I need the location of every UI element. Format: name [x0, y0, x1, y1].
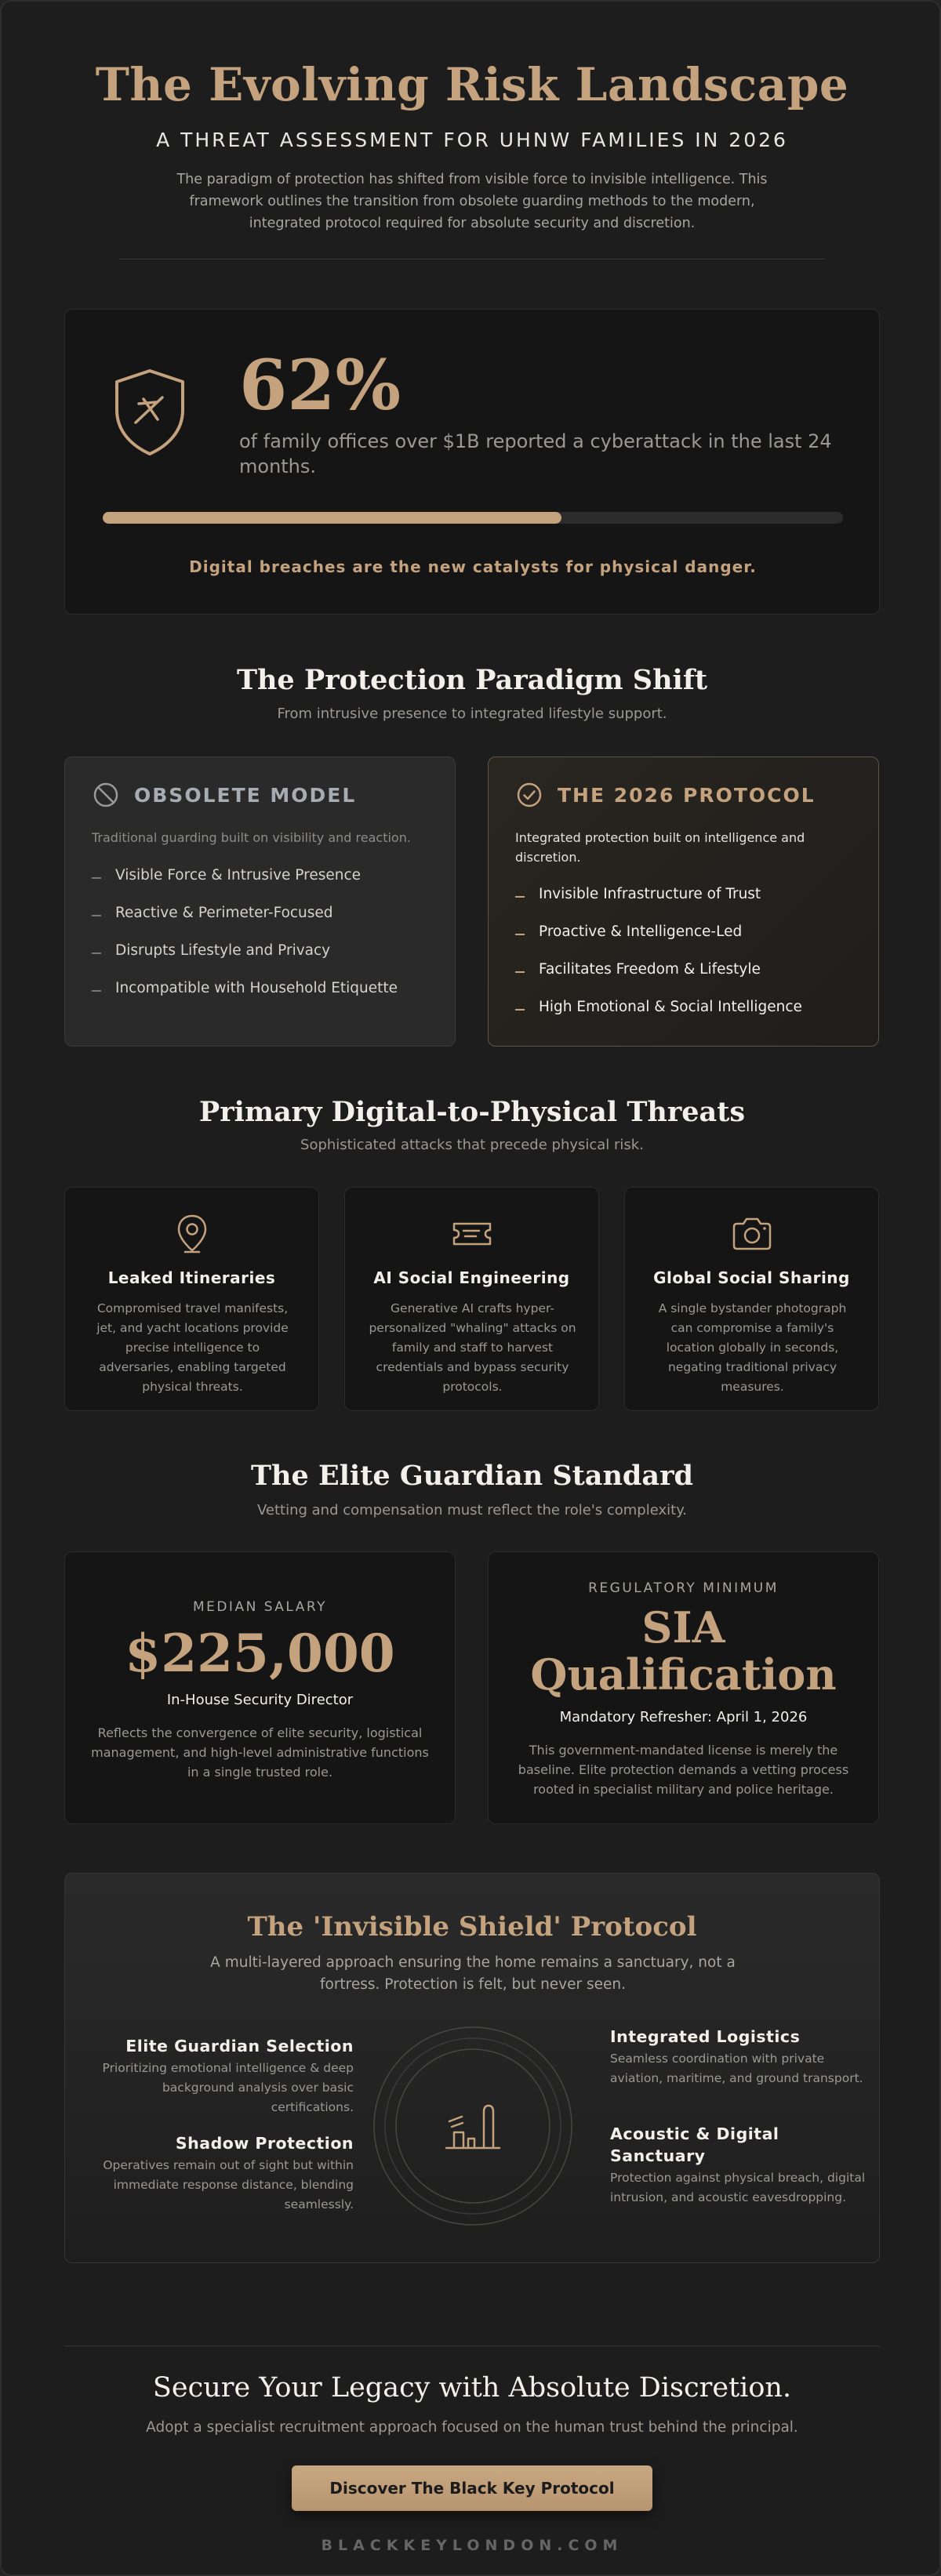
obsolete-heading-label: OBSOLETE MODEL — [134, 783, 357, 807]
dash-icon — [92, 990, 101, 992]
list-item — [92, 856, 398, 894]
paradigm-subtitle: From intrusive presence to integrated lifestyle support. — [277, 706, 667, 722]
guardian-title: The Elite Guardian Standard — [251, 1460, 693, 1492]
protocol-item-title: Integrated Logistics — [610, 2027, 801, 2046]
protocol-item-shadow-protection — [87, 2132, 354, 2215]
regulatory-description: This government-mandated license is merely the baseline. Elite protection demands a vetting process rooted in specialist military and police heritage. — [518, 1743, 849, 1797]
regulatory-value-line2: Qualification — [530, 1649, 837, 1700]
salary-description: Reflects the convergence of elite security, logistical management, and high-level administrative functions in a single trusted role. — [91, 1725, 429, 1780]
protocol-description: A multi-layered approach ensuring the home remains a sanctuary, not a fortress. Protection is felt, but never seen. — [210, 1954, 736, 1993]
list-item — [92, 969, 398, 1007]
threat-description: Compromised travel manifests, jet, and yacht locations provide precise intelligence to adversaries, enabling targeted physical threats. — [96, 1301, 289, 1394]
protocol-item-description: Operatives remain out of sight but within immediate response distance, blending seamlessly. — [103, 2158, 354, 2211]
protocol-item-title: Acoustic & Digital Sanctuary — [610, 2124, 779, 2165]
check-circle-icon — [515, 781, 543, 809]
protocol-item-description: Seamless coordination with private aviation, maritime, and ground transport. — [610, 2052, 863, 2085]
protocol-heading — [515, 781, 816, 809]
shield-icon — [112, 368, 187, 457]
footer-url[interactable]: BLACKKEYLONDON.COM — [321, 2537, 623, 2554]
list-item — [515, 912, 802, 950]
regulatory-card — [488, 1551, 879, 1824]
protocol-title: The 'Invisible Shield' Protocol — [247, 1911, 697, 1943]
obsolete-description: Traditional guarding built on visibility and reaction. — [92, 830, 411, 845]
header — [2, 58, 941, 234]
obsolete-model-card — [64, 756, 456, 1047]
list-item-text: Proactive & Intelligence-Led — [539, 923, 743, 940]
protocol-item-logistics — [610, 2026, 877, 2088]
list-item-text: Facilitates Freedom & Lifestyle — [539, 960, 761, 978]
regulatory-label: Mandatory Refresher: April 1, 2026 — [559, 1709, 808, 1725]
list-item-text: High Emotional & Social Intelligence — [539, 998, 802, 1015]
dash-icon — [515, 971, 525, 973]
protocol-2026-card — [488, 756, 879, 1047]
building-icon — [371, 2024, 575, 2228]
obsolete-list — [92, 856, 398, 1007]
protocol-item-sanctuary — [610, 2123, 877, 2208]
protocol-list — [515, 875, 802, 1025]
dash-icon — [515, 934, 525, 935]
page-title: The Evolving Risk Landscape — [95, 58, 849, 111]
salary-eyebrow: MEDIAN SALARY — [192, 1599, 328, 1615]
invisible-shield-card — [64, 1873, 880, 2263]
page-description: The paradigm of protection has shifted from visible force to invisible intelligence. This framework outlines the transition from obsolete guarding methods to the modern, integrated protocol required for absolute security and discretion. — [176, 172, 768, 231]
stat-footnote: Digital breaches are the new catalysts for physical danger. — [189, 557, 757, 576]
list-item — [92, 931, 398, 969]
page-subtitle: A THREAT ASSESSMENT FOR UHNW FAMILIES IN 2026 — [156, 129, 788, 151]
threat-card-social-sharing — [624, 1187, 879, 1411]
salary-label: In-House Security Director — [166, 1692, 354, 1708]
list-item — [92, 894, 398, 931]
dash-icon — [92, 877, 101, 879]
paradigm-title: The Protection Paradigm Shift — [236, 664, 708, 696]
threat-title: Global Social Sharing — [653, 1268, 850, 1287]
discover-protocol-button[interactable]: Discover The Black Key Protocol — [292, 2465, 652, 2511]
protocol-item-guardian-selection — [87, 2035, 354, 2117]
salary-card — [64, 1551, 456, 1824]
list-item — [515, 950, 802, 988]
threat-description: Generative AI crafts hyper-personalized "whaling" attacks on family and staff to harvest credentials and bypass security protocols. — [369, 1301, 576, 1394]
list-item — [515, 875, 802, 912]
threat-title: AI Social Engineering — [373, 1268, 570, 1287]
protocol-description: Integrated protection built on intelligence and discretion. — [515, 830, 805, 865]
list-item-text: Incompatible with Household Etiquette — [115, 979, 398, 996]
dash-icon — [92, 915, 101, 916]
list-item — [515, 988, 802, 1025]
threats-title: Primary Digital-to-Physical Threats — [198, 1096, 746, 1128]
protocol-heading-label: THE 2026 PROTOCOL — [558, 783, 816, 807]
protocol-item-title: Shadow Protection — [175, 2134, 354, 2153]
ticket-icon — [448, 1210, 496, 1258]
threats-subtitle: Sophisticated attacks that precede physical risk. — [300, 1137, 644, 1153]
protocol-item-title: Elite Guardian Selection — [125, 2037, 354, 2055]
list-item-text: Disrupts Lifestyle and Privacy — [115, 942, 331, 959]
guardian-subtitle: Vetting and compensation must reflect the role's complexity. — [256, 1502, 688, 1518]
prohibited-icon — [92, 781, 120, 809]
regulatory-eyebrow: REGULATORY MINIMUM — [588, 1580, 779, 1596]
threat-card-itineraries — [64, 1187, 319, 1411]
progress-fill — [103, 512, 561, 524]
camera-icon — [728, 1210, 776, 1258]
regulatory-value-line1: SIA — [641, 1602, 725, 1653]
stat-value: 62% — [239, 344, 401, 426]
list-item-text: Reactive & Perimeter-Focused — [115, 904, 333, 921]
salary-value: $225,000 — [125, 1623, 395, 1684]
threat-description: A single bystander photograph can compromise a family's location globally in seconds, negating traditional privacy measures. — [658, 1301, 847, 1394]
footer-subtitle: Adopt a specialist recruitment approach focused on the human trust behind the principal. — [146, 2419, 798, 2436]
obsolete-heading — [92, 781, 356, 809]
threat-card-social-engineering — [344, 1187, 599, 1411]
dash-icon — [515, 1009, 525, 1010]
progress-bar — [103, 512, 843, 524]
dash-icon — [92, 952, 101, 954]
footer-title: Secure Your Legacy with Absolute Discretion. — [152, 2372, 792, 2404]
stat-card — [64, 309, 880, 615]
stat-text: of family offices over $1B reported a cyberattack in the last 24 months. — [239, 430, 832, 477]
list-item-text: Invisible Infrastructure of Trust — [539, 885, 761, 902]
dash-icon — [515, 896, 525, 898]
threat-title: Leaked Itineraries — [107, 1268, 276, 1287]
protocol-item-description: Protection against physical breach, digital intrusion, and acoustic eavesdropping. — [610, 2171, 866, 2204]
protocol-item-description: Prioritizing emotional intelligence & deep background analysis over basic certifications. — [102, 2061, 354, 2114]
list-item-text: Visible Force & Intrusive Presence — [115, 866, 362, 883]
map-pin-icon — [168, 1210, 216, 1258]
